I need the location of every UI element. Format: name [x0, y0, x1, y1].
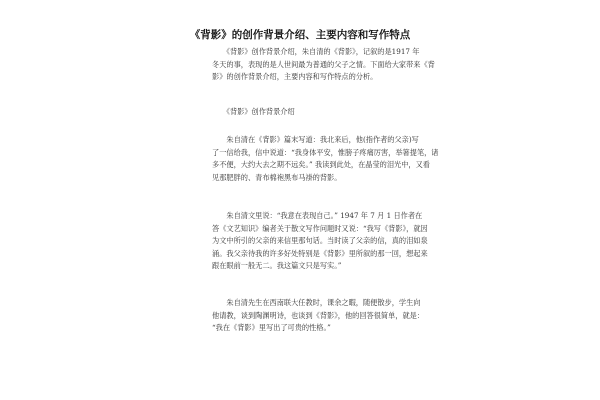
paragraph-line: 《背影》创作背景介绍 — [212, 107, 295, 116]
paragraph-intro — [212, 46, 435, 84]
section-heading — [212, 106, 412, 119]
paragraph-line: 了一信给我，信中说道：“我身体平安，惟膀子疼痛厉害，举箸提笔，诸 — [212, 147, 439, 157]
paragraph-line: 跟在眼前一般无二。我这篇文只是写实。” — [212, 261, 342, 271]
paragraph-line: 朱自清文里说：“我意在表现自己。” 1947 年 7 月 1 日作者在 — [212, 211, 423, 220]
paragraph-line: 《背影》创作背景介绍，朱自清的《背影》，记叙的是1917 年 — [212, 47, 420, 56]
paragraph-line: 见那肥胖的、青布棉袍黑布马褂的背影。 — [212, 172, 342, 182]
document-title: 《背影》的创作背景介绍、主要内容和写作特点 — [189, 29, 411, 41]
paragraph-line: 多不便，大约大去之期不远矣。” 我读到此处，在晶莹的泪光中，又看 — [212, 160, 430, 170]
paragraph-line: 朱自清在《背影》篇末写道：我北来后，他(指作者的父亲)写 — [212, 135, 419, 144]
paragraph-line: 朱自清先生在西南联大任教时，课余之暇，随便散步，学生向 — [212, 298, 421, 307]
paragraph-teaching — [212, 297, 425, 335]
paragraph-line: 涌。我父亲待我的许多好处特别是《背影》里所叙的那一回，想起来 — [212, 248, 428, 258]
paragraph-line: 答《文艺知识》编者关于散文写作问题时又说：“我写《背影》，就因 — [212, 223, 428, 233]
paragraph-letter — [212, 134, 439, 184]
paragraph-line: “我在《背影》里写出了可贵的性格。” — [212, 323, 331, 333]
paragraph-line: 冬天的事，表现的是人世间最为普通的父子之情。下面给大家带来《背 — [212, 59, 435, 69]
paragraph-line: 他请教，谈到陶渊明诗，也谈到《背影》，他的回答很简单，就是： — [212, 310, 425, 320]
paragraph-quote — [212, 210, 428, 273]
paragraph-line: 为文中所引的父亲的来信里那句话。当时读了父亲的信，真的泪如泉 — [212, 236, 428, 246]
paragraph-line: 影》的创作背景介绍，主要内容和写作特点的分析。 — [212, 72, 378, 82]
